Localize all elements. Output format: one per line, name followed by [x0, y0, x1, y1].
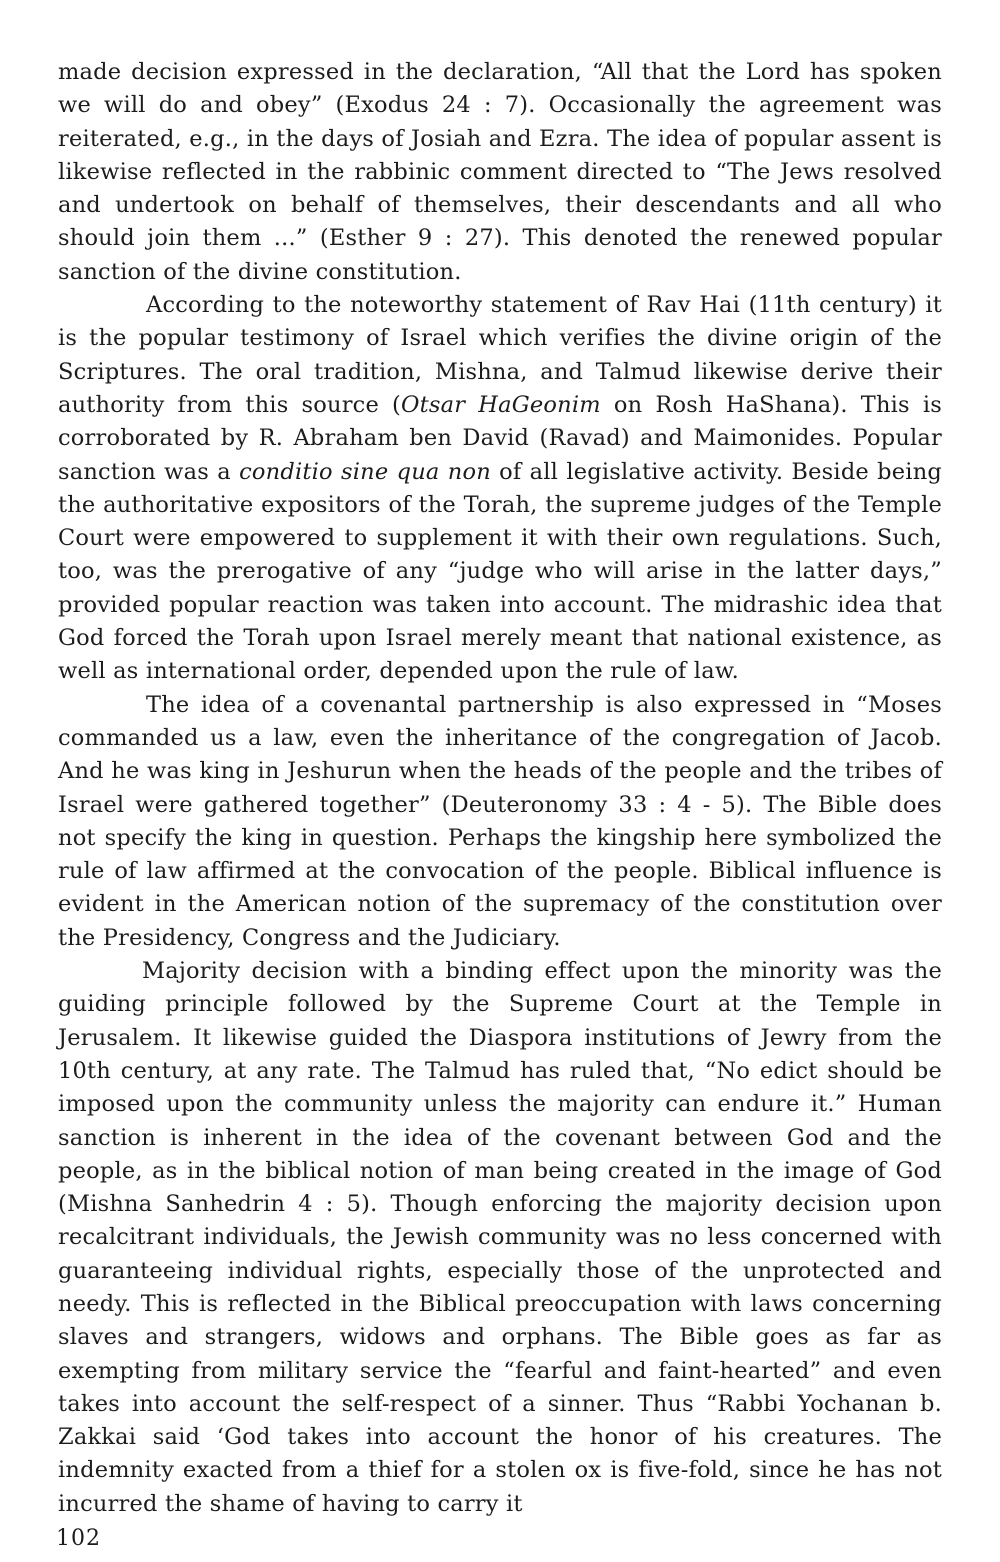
paragraph-4-text: Majority decision with a binding effect upon the minority was the guiding principle followed by the Supreme Court at the Temple in Jerusalem. It likewise guided the Diaspora institutions of Jewry from the 10th century, at any rate. The Talmud has ruled that, “No edict should be imposed upon the community unless the majority can endure it.” Human sanction is inherent in the idea of the covenant between God and the people, as in the biblical notion of man being created in the image of God (Mishna Sanhedrin 4 : 5). Though enforcing the majority decision upon recalcitrant individuals, the Jewish community was no less concerned with guaranteeing individual rights, especially those of the unprotected and needy. This is reflected in the Biblical preoccupation with laws concerning slaves and strangers, widows and orphans. The Bible goes as far as exempting from military service the “fearful and faint-hearted” and even takes into account the self-respect of a sinner. Thus “Rabbi Yochanan b. Zakkai said ‘God takes into account the honor of his creatures. The indemnity exacted from a thief for a stolen ox is five-fold, since he has not incurred the shame of having to carry it [58, 958, 942, 1517]
paragraph-1-text: made decision expressed in the declaration, “All that the Lord has spoken we will do and obey” (Exodus 24 : 7). Occasionally the agreement was reiterated, e.g., in the days of Josiah and Ezra. The idea of popular assent is likewise reflected in the rabbinic comment directed to “The Jews resolved and undertook on behalf of themselves, their descendants and all who should join them ...” (Esther 9 : 27). This denoted the renewed popular sanction of the divine constitution. [58, 59, 942, 285]
title-otsar-hageonim: Otsar HaGeonim [401, 391, 601, 418]
paragraph-continuation [58, 56, 942, 289]
paragraph-covenantal-partnership [58, 689, 942, 955]
paragraph-2-text-a: According to the noteworthy statement of Rav Hai (11th century) it is the popular testimony of Israel which verifies the divine origin of the Scriptures. The oral tradition, Mishna, and Talmud likewise derive their authority from this source ( [58, 292, 942, 418]
paragraph-2-text-c: of all legislative activity. Beside being the authoritative expositors of the Torah, the supreme judges of the Temple Court were empowered to supplement it with their own regulations. Such, too, was the prerogative of any “judge who will arise in the latter days,” provided popular reaction was taken into account. The midrashic idea that God forced the Torah upon Israel merely meant that national existence, as well as international order, depended upon the rule of law. [58, 458, 942, 685]
page-body [58, 56, 942, 1521]
latin-phrase: conditio sine qua non [239, 458, 491, 485]
paragraph-majority-decision [58, 955, 942, 1521]
paragraph-rav-hai [58, 289, 942, 689]
paragraph-2-text-b: on Rosh HaShana). This is corroborated by R. Abraham ben David (Ravad) and Maimonides. Popular sanction was a [58, 391, 942, 485]
paragraph-3-text: The idea of a covenantal partnership is also expressed in “Moses commanded us a law, even the inheritance of the congregation of Jacob. And he was king in Jeshurun when the heads of the people and the tribes of Israel were gathered together” (Deuteronomy 33 : 4 - 5). The Bible does not specify the king in question. Perhaps the kingship here symbolized the rule of law affirmed at the convocation of the people. Biblical influence is evident in the American notion of the supremacy of the constitution over the Presidency, Congress and the Judiciary. [58, 691, 942, 951]
page-number: 102 [56, 1526, 101, 1551]
